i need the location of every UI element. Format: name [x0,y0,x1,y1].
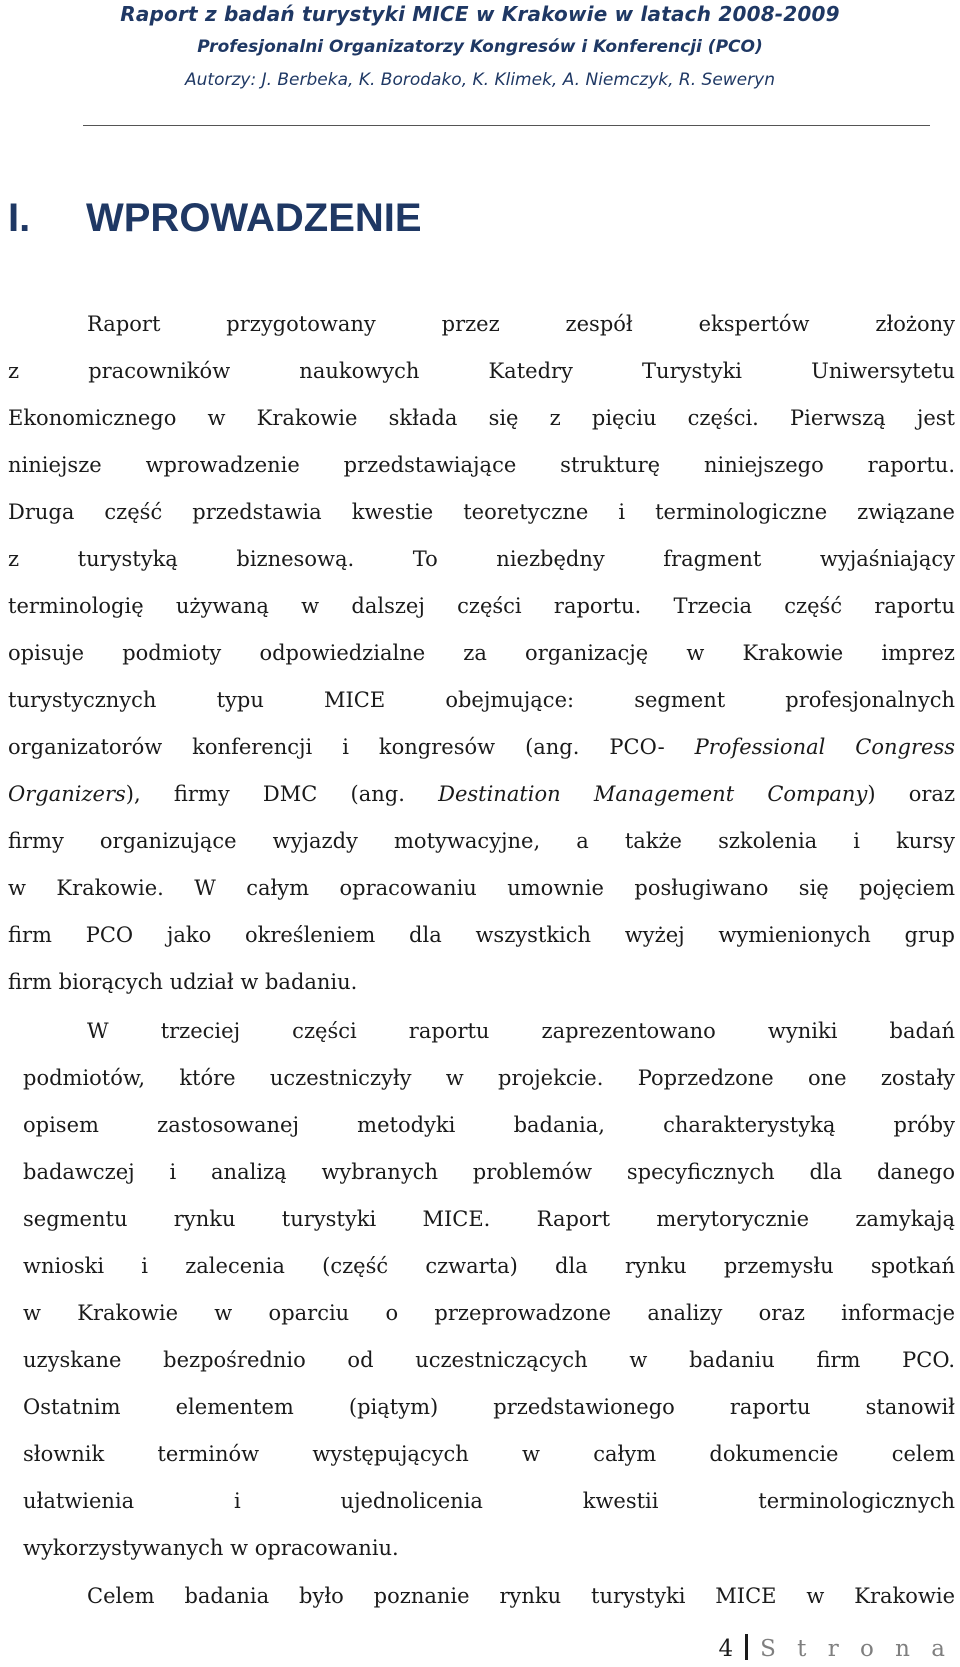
text-line: segmentu rynku turystyki MICE. Raport merytorycznie zamykają [23,1207,955,1231]
footer-separator [745,1634,748,1660]
text-line: Druga część przedstawia kwestie teoretyczne i terminologiczne związane [8,500,955,524]
text-line: badawczej i analizą wybranych problemów specyficznych dla danego [23,1160,955,1184]
text-line: Ostatnim elementem (piątym) przedstawionego raportu stanowił [23,1395,955,1419]
text-run-italic: Organizers [8,782,126,806]
text-line: słownik terminów występujących w całym dokumencie celem [23,1442,955,1466]
page-label: S t r o n a [760,1636,952,1662]
text-line: Celem badania było poznanie rynku turystyki MICE w Krakowie [87,1584,955,1608]
text-line: wnioski i zalecenia (część czwarta) dla rynku przemysłu spotkań [23,1254,955,1278]
text-line: firm biorących udział w badaniu. [8,970,358,994]
text-line: W trzeciej części raportu zaprezentowano wyniki badań [87,1019,955,1043]
text-line: niniejsze wprowadzenie przedstawiające strukturę niniejszego raportu. [8,453,955,477]
text-line: uzyskane bezpośrednio od uczestniczących w badaniu firm PCO. [23,1348,955,1372]
chapter-heading [8,196,422,241]
text-run: organizatorów konferencji i kongresów (ang. PCO- [8,735,695,759]
text-line: wykorzystywanych w opracowaniu. [23,1536,399,1560]
header-title: Raport z badań turystyki MICE w Krakowie w latach 2008-2009 [120,2,840,26]
text-line [8,779,955,809]
text-line: terminologię używaną w dalszej części raportu. Trzecia część raportu [8,594,955,618]
text-line: podmiotów, które uczestniczyły w projekcie. Poprzedzone one zostały [23,1066,955,1090]
text-line: turystycznych typu MICE obejmujące: segment profesjonalnych [8,688,955,712]
text-line: w Krakowie w oparciu o przeprowadzone analizy oraz informacje [23,1301,955,1325]
text-line: w Krakowie. W całym opracowaniu umownie posługiwano się pojęciem [8,876,955,900]
text-run: ), firmy DMC (ang. [125,782,439,806]
header-subtitle: Profesjonalni Organizatorzy Kongresów i Konferencji (PCO) [197,37,763,57]
text-line: firmy organizujące wyjazdy motywacyjne, a także szkolenia i kursy [8,829,955,853]
text-line: Raport przygotowany przez zespół ekspertów złożony [87,312,955,336]
chapter-title: WPROWADZENIE [86,196,422,240]
header-authors: Autorzy: J. Berbeka, K. Borodako, K. Klimek, A. Niemczyk, R. Seweryn [185,70,775,90]
text-run: ) oraz [867,782,956,806]
text-line [8,732,955,762]
text-line: ułatwienia i ujednolicenia kwestii terminologicznych [23,1489,955,1513]
text-line: Ekonomicznego w Krakowie składa się z pięciu części. Pierwszą jest [8,406,955,430]
text-line: firm PCO jako określeniem dla wszystkich wyżej wymienionych grup [8,923,955,947]
text-line: opisem zastosowanej metodyki badania, charakterystyką próby [23,1113,955,1137]
text-line: z pracowników naukowych Katedry Turystyki Uniwersytetu [8,359,955,383]
text-run-italic: Destination Management Company [438,782,868,806]
text-line: z turystyką biznesową. To niezbędny fragment wyjaśniający [8,547,955,571]
header-divider [83,125,930,126]
text-line: opisuje podmioty odpowiedzialne za organizację w Krakowie imprez [8,641,955,665]
text-run-italic: Professional Congress [694,735,955,759]
page-footer [718,1634,952,1662]
chapter-number: I. [8,196,31,240]
page-number: 4 [718,1636,734,1662]
